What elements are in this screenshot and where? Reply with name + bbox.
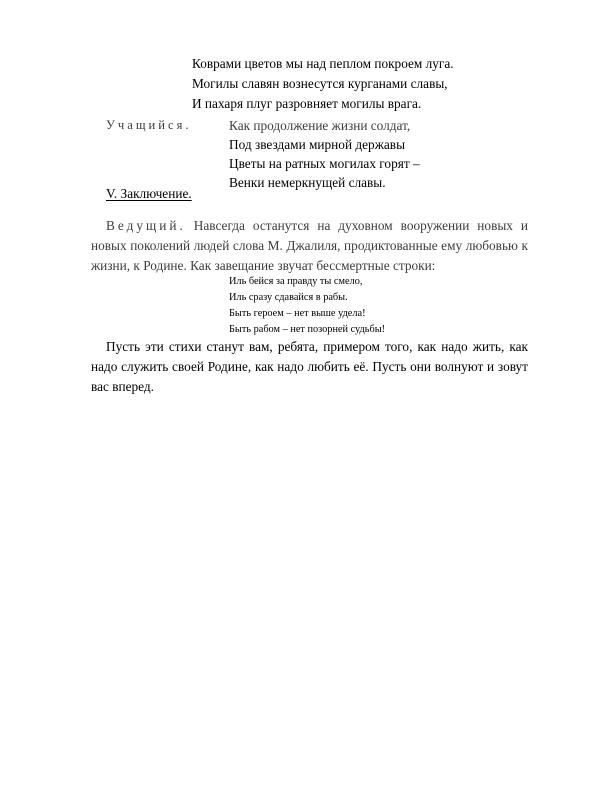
host-text: Навсегда останутся на духовном вооружении новых и новых поколений людей слова М. Джалиля, продиктованные ему любовью к жизни, к Родине. Как завещание звучат бессмертные строки: [91, 218, 529, 273]
quote-line: Иль сразу сдавайся в рабы. [229, 292, 348, 303]
host-paragraph [91, 216, 528, 276]
poem-line: Коврами цветов мы над пеплом покроем луга. [192, 56, 454, 71]
student-line: Венки немеркнущей славы. [229, 175, 386, 190]
student-line: Под звездами мирной державы [229, 137, 406, 152]
student-line: Как продолжение жизни солдат, [229, 118, 411, 133]
student-speaker-label: Учащийся. [106, 118, 192, 132]
poem-line: И пахаря плуг разровняет могилы врага. [192, 96, 422, 111]
closing-text: Пусть эти стихи станут вам, ребята, примером того, как надо жить, как надо служить своей Родине, как надо любить её. Пусть они волнуют и зовут вас вперед. [91, 339, 528, 394]
quote-line: Быть героем – нет выше удела! [229, 308, 366, 319]
closing-paragraph [91, 337, 528, 397]
quote-line: Иль бейся за правду ты смело, [229, 276, 363, 287]
host-speaker-label: Ведущий. [106, 218, 186, 233]
quote-line: Быть рабом – нет позорней судьбы! [229, 324, 386, 335]
section-heading: V. Заключение. [106, 186, 192, 201]
poem-line: Могилы славян вознесутся курганами славы, [192, 76, 448, 91]
student-line: Цветы на ратных могилах горят – [229, 156, 420, 171]
